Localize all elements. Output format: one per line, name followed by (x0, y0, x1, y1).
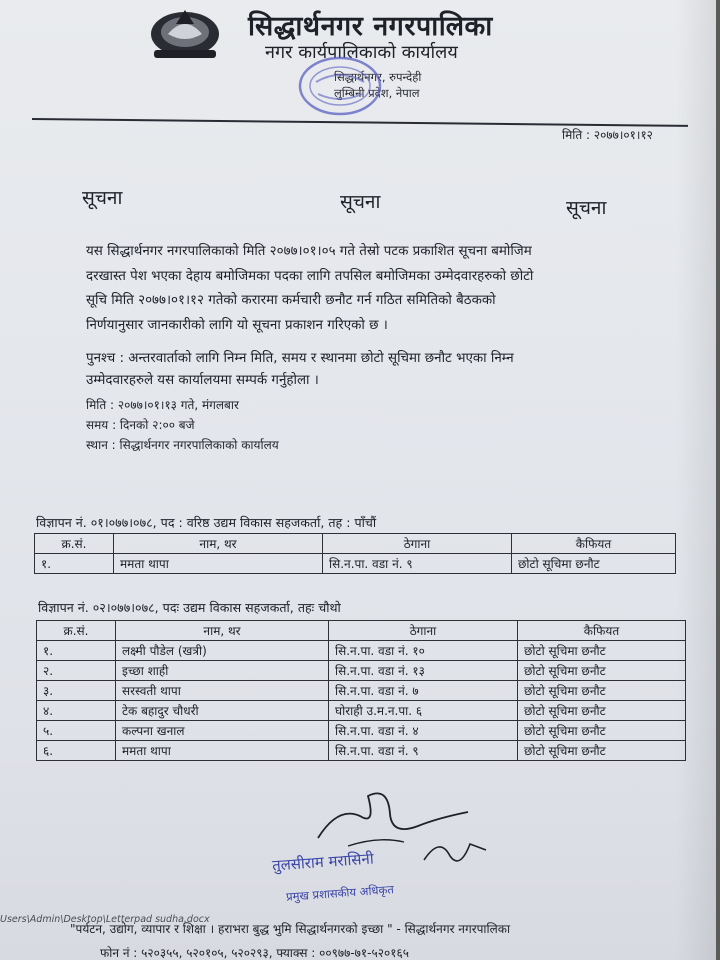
footer-phones: फोन नं : ५२०३५५, ५२०१०५, ५२०२९३, फ्याक्स : ००९७७-७१-५२०१६५ (100, 946, 409, 960)
col-header-address: ठेगाना (329, 621, 518, 641)
punashcha-paragraph (86, 348, 686, 392)
cell-address: सि.न.पा. वडा नं. १३ (329, 661, 518, 681)
cell-sn: ६. (37, 741, 116, 761)
table1-title: विज्ञापन नं. ०१।०७७।०७८, पद : वरिष्ठ उद्यम विकास सहजकर्ता, तह : पाँचौं (36, 515, 377, 530)
notice-heading-right: सूचना (566, 197, 607, 219)
cell-name: ममता थापा (114, 554, 323, 574)
cell-sn: ३. (37, 681, 116, 701)
cell-sn: १. (35, 554, 114, 574)
letter-date: मिति : २०७७।०१।१२ (562, 128, 653, 142)
paragraph-line: दरखास्त पेश भएका देहाय बमोजिमका पदका लागि तपसिल बमोजिमका उम्मेदवारहरुको छोटो (86, 268, 534, 284)
col-header-name: नाम, थर (116, 621, 329, 641)
table-row (37, 641, 686, 661)
shortlist-table-1 (34, 533, 676, 574)
shortlist-table-2 (36, 620, 686, 761)
footer-slogan: "पर्यटन, उद्योग, व्यापार र शिक्षा । हराभरा बुद्ध भुमि सिद्धार्थनगरको इच्छा " - सिद्धार्थनगर नगरपालिका (70, 922, 511, 936)
table-header-row (37, 621, 686, 641)
col-header-sn: क्र.सं. (35, 534, 114, 554)
paragraph-line: सूचि मिति २०७७।०१।१२ गतेको करारमा कर्मचारी छनौट गर्न गठित समितिको बैठकको (86, 293, 496, 308)
punashcha-line: उम्मेदवारहरुले यस कार्यालयमा सम्पर्क गर्नुहोला । (86, 373, 319, 388)
signatory-name: तुलसीराम मरासिनी (271, 849, 375, 875)
office-stamp-icon (296, 54, 384, 118)
table-row (37, 661, 686, 681)
table-row (37, 681, 686, 701)
cell-name: सरस्वती थापा (116, 681, 329, 701)
paragraph-line: यस सिद्धार्थनगर नगरपालिकाको मिति २०७७।०१।०५ गते तेस्रो पटक प्रकाशित सूचना बमोजिम (86, 244, 532, 259)
cell-remarks: छोटो सूचिमा छनौट (518, 661, 686, 681)
interview-time: समय : दिनको २:०० बजे (86, 418, 195, 432)
cell-sn: १. (37, 641, 116, 661)
table-row (35, 554, 676, 574)
cell-address: सि.न.पा. वडा नं. ९ (323, 554, 512, 574)
address-line2: लुम्बिनी प्रदेश, नेपाल (334, 86, 420, 100)
cell-address: सि.न.पा. वडा नं. १० (329, 641, 518, 661)
interview-date: मिति : २०७७।०१।१३ गते, मंगलबार (86, 398, 239, 412)
cell-name: ममता थापा (116, 741, 329, 761)
punashcha-line: पुनश्च : अन्तरवार्ताको लागि निम्न मिति, समय र स्थानमा छोटो सूचिमा छनौट भएका निम्न (86, 351, 514, 366)
cell-name: इच्छा शाही (116, 661, 329, 681)
table2-title: विज्ञापन नं. ०२।०७७।०७८, पदः उद्यम विकास सहजकर्ता, तहः चौथो (38, 600, 341, 615)
cell-remarks: छोटो सूचिमा छनौट (518, 641, 686, 661)
cell-sn: ४. (37, 701, 116, 721)
col-header-address: ठेगाना (323, 534, 512, 554)
cell-address: सि.न.पा. वडा नं. ७ (329, 681, 518, 701)
cell-address: सि.न.पा. वडा नं. ९ (329, 741, 518, 761)
table-header-row (35, 534, 676, 554)
cell-remarks: छोटो सूचिमा छनौट (518, 721, 686, 741)
paper-shadow (676, 0, 716, 960)
cell-address: घोराही उ.म.न.पा. ६ (329, 701, 518, 721)
cell-name: टेक बहादुर चौधरी (116, 701, 329, 721)
notice-paragraph (86, 240, 676, 338)
table-row (37, 741, 686, 761)
nepal-emblem-logo (146, 4, 224, 62)
interview-place: स्थान : सिद्धार्थनगर नगरपालिकाको कार्यालय (86, 438, 279, 452)
table-row (37, 701, 686, 721)
col-header-name: नाम, थर (114, 534, 323, 554)
cell-remarks: छोटो सूचिमा छनौट (512, 554, 676, 574)
cell-name: लक्ष्मी पौडेल (खत्री) (116, 641, 329, 661)
notice-heading-left: सूचना (82, 187, 123, 209)
col-header-remarks: कैफियत (518, 621, 686, 641)
office-name: नगर कार्यपालिकाको कार्यालय (265, 42, 458, 63)
notice-heading-center: सूचना (340, 191, 381, 213)
cell-remarks: छोटो सूचिमा छनौट (518, 681, 686, 701)
cell-address: सि.न.पा. वडा नं. ४ (329, 721, 518, 741)
initial-scribble-icon (420, 830, 490, 870)
table-row (37, 721, 686, 741)
org-name: सिद्धार्थनगर नगरपालिका (248, 11, 493, 42)
cell-sn: ५. (37, 721, 116, 741)
cell-remarks: छोटो सूचिमा छनौट (518, 741, 686, 761)
signatory-designation: प्रमुख प्रशासकीय अधिकृत (285, 882, 395, 904)
col-header-remarks: कैफियत (512, 534, 676, 554)
cell-name: कल्पना खनाल (116, 721, 329, 741)
file-path-footer: Users\Admin\Desktop\Letterpad sudha.docx (0, 914, 210, 925)
address-line1: सिद्धार्थनगर, रुपन्देही (334, 70, 422, 84)
cell-sn: २. (37, 661, 116, 681)
col-header-sn: क्र.सं. (37, 621, 116, 641)
paragraph-line: निर्णयानुसार जानकारीको लागि यो सूचना प्रकाशन गरिएको छ । (86, 317, 388, 333)
cell-remarks: छोटो सूचिमा छनौट (518, 701, 686, 721)
